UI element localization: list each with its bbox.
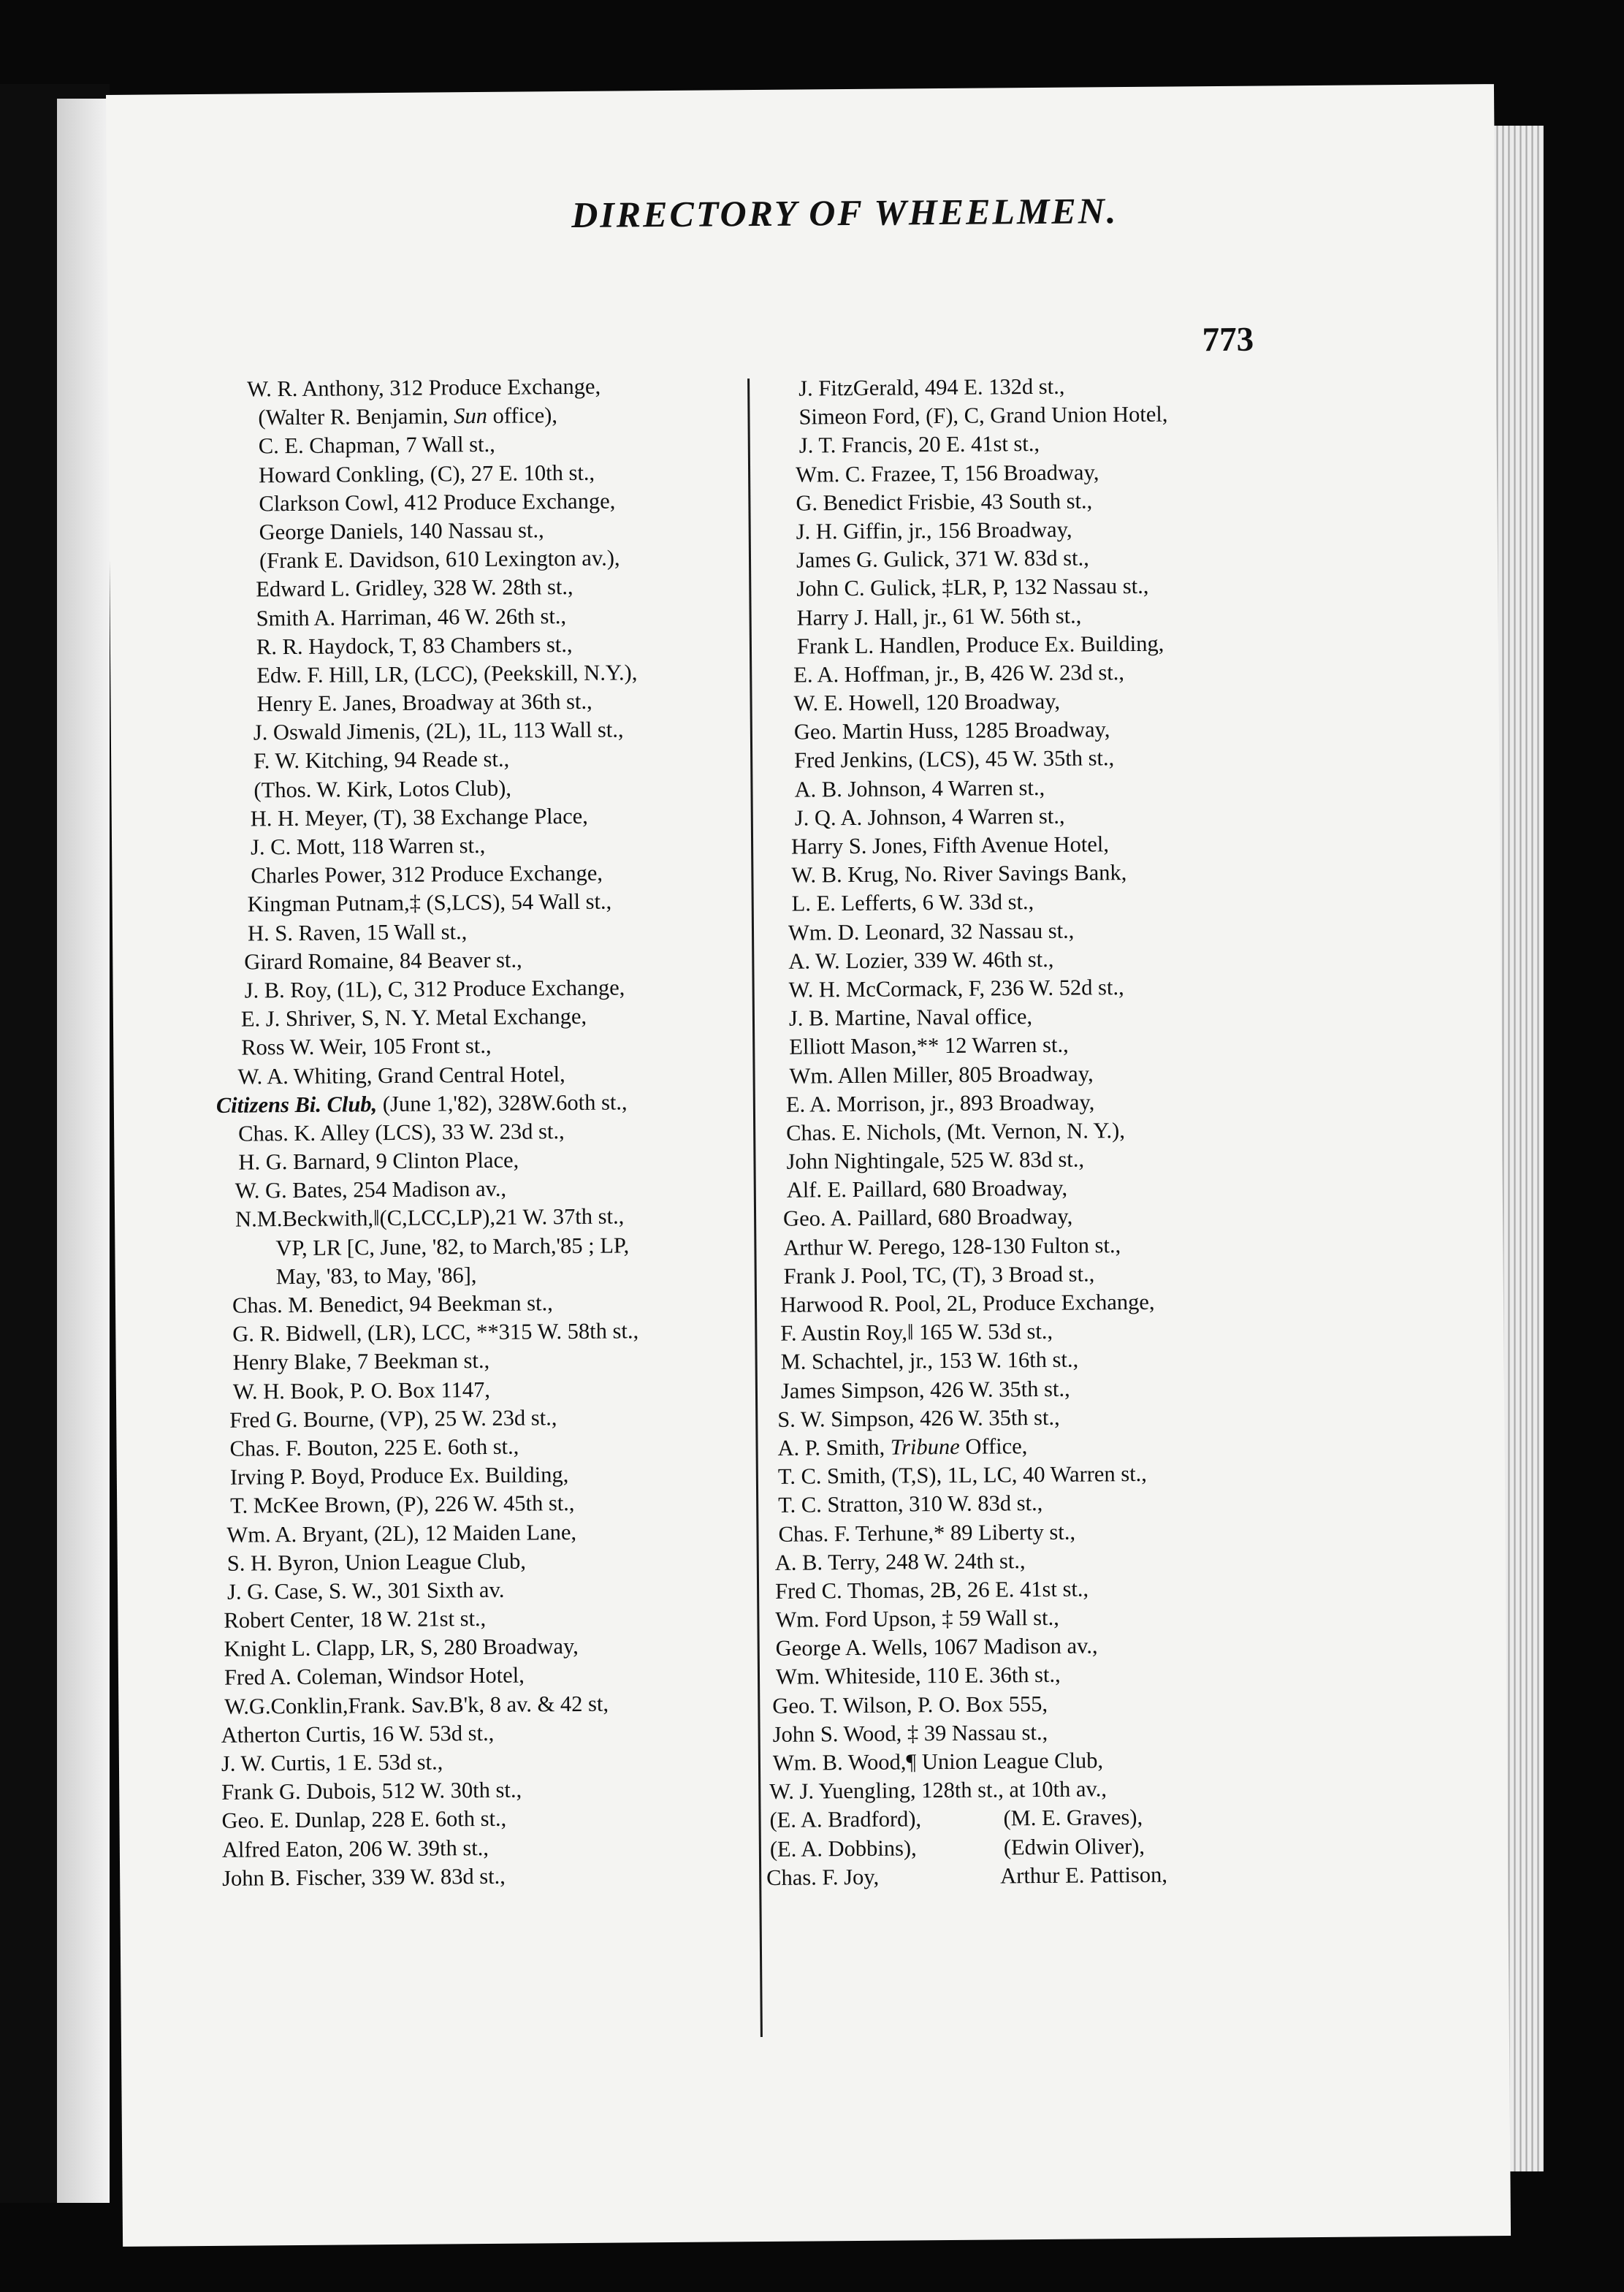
- entry-text: Edw. F. Hill, LR, (LCC), (Peekskill, N.Y.),: [256, 660, 638, 688]
- directory-entry: [199, 1660, 754, 1693]
- book-page: [106, 84, 1511, 2247]
- directory-entry: [765, 1631, 1291, 1664]
- entry-text: Wm. Allen Miller, 805 Broadway,: [789, 1060, 1094, 1089]
- directory-entry: [199, 1717, 754, 1750]
- directory-entry: [191, 686, 746, 719]
- entry-text: Fred G. Bourne, (VP), 25 W. 23d st.,: [229, 1404, 557, 1433]
- directory-entry: [188, 371, 744, 404]
- directory-entry: [766, 1774, 1292, 1807]
- directory-entry: [758, 829, 1284, 861]
- directory-entry: [761, 1201, 1287, 1234]
- entry-text: S. H. Byron, Union League Club,: [226, 1548, 527, 1576]
- directory-entry: [197, 1459, 752, 1492]
- entry-text: L. E. Lefferts, 6 W. 33d st.,: [791, 889, 1034, 917]
- entry-text: Ross W. Weir, 105 Front st.,: [241, 1033, 492, 1060]
- directory-entry: [761, 1230, 1287, 1263]
- entry-text: (E. A. Bradford),: [769, 1806, 922, 1833]
- directory-entry: [190, 543, 745, 576]
- directory-entry: [191, 744, 747, 777]
- entry-text: H. G. Barnard, 9 Clinton Place,: [238, 1147, 519, 1175]
- entry-text: J. Q. A. Johnson, 4 Warren st.,: [794, 803, 1065, 831]
- directory-entry: [755, 400, 1281, 433]
- directory-entry: [760, 1143, 1286, 1176]
- entry-text: Wm. B. Wood,¶ Union League Club,: [772, 1748, 1104, 1775]
- directory-entry: [763, 1516, 1289, 1549]
- entry-text: C. E. Chapman, 7 Wall st.,: [258, 432, 495, 459]
- entry-text: James G. Gulick, 371 W. 83d st.,: [796, 545, 1089, 573]
- entry-text: Chas. K. Alley (LCS), 33 W. 23d st.,: [238, 1118, 565, 1146]
- entry-text: Knight L. Clapp, LR, S, 280 Broadway,: [224, 1634, 579, 1662]
- directory-entry: [757, 628, 1283, 661]
- directory-entry: [758, 743, 1284, 776]
- directory-entry: [759, 943, 1285, 976]
- directory-entry: [197, 1431, 752, 1463]
- entry-text: (Frank E. Davidson, 610 Lexington av.),: [259, 545, 620, 574]
- entry-text: J. C. Mott, 118 Warren st.,: [250, 832, 486, 860]
- entry-text: Charles Power, 312 Produce Exchange,: [251, 860, 603, 888]
- directory-entry: [762, 1316, 1288, 1349]
- directory-entry: [763, 1458, 1289, 1491]
- directory-entry: [194, 1144, 750, 1177]
- previous-page-edge: [57, 99, 110, 2203]
- entry-text: (Thos. W. Kirk, Lotos Club),: [253, 775, 512, 803]
- entry-text: J. T. Francis, 20 E. 41st st.,: [798, 431, 1040, 458]
- directory-entry: [199, 1745, 755, 1778]
- entry-text: Simeon Ford, (F), C, Grand Union Hotel,: [798, 401, 1168, 430]
- entry-text: Frank J. Pool, TC, (T), 3 Broad st.,: [783, 1261, 1095, 1289]
- entry-text: Girard Romaine, 84 Beaver st.,: [244, 947, 522, 975]
- entry-text: E. A. Morrison, jr., 893 Broadway,: [785, 1089, 1095, 1117]
- directory-entry: [755, 370, 1281, 403]
- directory-entry: [196, 1259, 751, 1292]
- entry-text: John S. Wood, ‡ 39 Nassau st.,: [772, 1719, 1048, 1747]
- directory-entry: [756, 600, 1282, 633]
- directory-entry-pair: [766, 1859, 1292, 1892]
- publication-name: Sun: [454, 403, 488, 429]
- entry-text: (E. A. Dobbins),: [769, 1835, 917, 1862]
- entry-text: A. W. Lozier, 339 W. 46th st.,: [788, 946, 1054, 974]
- directory-entry: [759, 972, 1285, 1005]
- directory-entry: [755, 457, 1281, 490]
- entry-text: R. R. Haydock, T, 83 Chambers st.,: [256, 631, 573, 660]
- entry-text: H. H. Meyer, (T), 38 Exchange Place,: [250, 803, 588, 831]
- entry-text: Irving P. Boyd, Produce Ex. Building,: [229, 1462, 569, 1490]
- entry-text: N.M.Beckwith,‖(C,LCC,LP),21 W. 37th st.,: [235, 1203, 625, 1233]
- entry-text: Frank G. Dubois, 512 W. 30th st.,: [221, 1777, 522, 1805]
- entry-text: Frank L. Handlen, Produce Ex. Building,: [796, 631, 1164, 659]
- club-name: Citizens Bi. Club,: [216, 1091, 378, 1118]
- entry-text: (Edwin Oliver),: [1003, 1833, 1145, 1859]
- entry-text: J. G. Case, S. W., 301 Sixth av.: [226, 1577, 505, 1604]
- entry-text: T. C. Smith, (T,S), 1L, LC, 40 Warren st.,: [777, 1461, 1147, 1489]
- entry-text: Harry S. Jones, Fifth Avenue Hotel,: [790, 831, 1110, 859]
- directory-entry: [760, 1086, 1286, 1119]
- directory-entry: [189, 486, 744, 519]
- directory-entry: [191, 715, 747, 747]
- directory-entry: [758, 715, 1284, 747]
- publication-name: Tribune: [890, 1434, 960, 1460]
- entry-text: Fred A. Coleman, Windsor Hotel,: [224, 1663, 525, 1691]
- entry-text: (M. E. Graves),: [1003, 1805, 1143, 1831]
- directory-entry: [762, 1258, 1288, 1291]
- entry-text: G. Benedict Frisbie, 43 South st.,: [796, 488, 1093, 516]
- directory-entry: [193, 887, 748, 920]
- directory-entry: [197, 1374, 752, 1406]
- directory-entry: [199, 1802, 755, 1835]
- directory-entry: [189, 429, 744, 462]
- directory-entry: [195, 1202, 750, 1235]
- entry-text: John Nightingale, 525 W. 83d st.,: [786, 1146, 1085, 1174]
- entry-text: Fred C. Thomas, 2B, 26 E. 41st st.,: [774, 1576, 1089, 1604]
- directory-entry: [194, 1087, 750, 1120]
- directory-entry: [760, 1058, 1286, 1091]
- entry-text: John C. Gulick, ‡LR, P, 132 Nassau st.,: [796, 574, 1149, 601]
- entry-text: A. B. Johnson, 4 Warren st.,: [794, 774, 1045, 802]
- directory-entry: [762, 1287, 1288, 1320]
- directory-entry: [756, 514, 1282, 547]
- directory-entry: [196, 1287, 751, 1320]
- entry-text: Geo. A. Paillard, 680 Broadway,: [782, 1204, 1073, 1232]
- entry-text: Alfred Eaton, 206 W. 39th st.,: [221, 1835, 489, 1862]
- entry-text: John B. Fischer, 339 W. 83d st.,: [222, 1863, 506, 1891]
- directory-entry: [755, 428, 1281, 461]
- entry-text: George Daniels, 140 Nassau st.,: [259, 517, 544, 545]
- directory-entry: [757, 685, 1283, 718]
- entry-text: A. P. Smith, Tribune Office,: [777, 1434, 1028, 1461]
- directory-entry: [766, 1745, 1292, 1778]
- directory-entry: [194, 1116, 750, 1149]
- entry-text: W. J. Yuengling, 128th st., at 10th av.,: [769, 1776, 1108, 1805]
- directory-entry: [195, 1173, 750, 1206]
- entry-text: Howard Conkling, (C), 27 E. 10th st.,: [258, 460, 595, 487]
- entry-text: (June 1,'82), 328W.6oth st.,: [377, 1089, 628, 1116]
- entry-text: Geo. Martin Huss, 1285 Broadway,: [793, 717, 1110, 745]
- directory-entry: [194, 1059, 749, 1092]
- directory-entry: [756, 543, 1282, 576]
- directory-entry: [763, 1488, 1289, 1520]
- entry-text: Chas. E. Nichols, (Mt. Vernon, N. Y.),: [786, 1117, 1126, 1146]
- entry-text: Wm. C. Frazee, T, 156 Broadway,: [795, 459, 1099, 487]
- entry-text: E. J. Shriver, S, N. Y. Metal Exchange,: [240, 1003, 587, 1032]
- directory-entry: [188, 400, 744, 433]
- directory-entry: [764, 1573, 1290, 1606]
- directory-entry: [197, 1517, 752, 1550]
- directory-entry: [191, 629, 746, 662]
- entry-text: W. E. Howell, 120 Broadway,: [793, 688, 1061, 716]
- directory-entry: [758, 800, 1284, 833]
- entry-text: J. H. Giffin, jr., 156 Broadway,: [796, 517, 1072, 544]
- directory-entry: [760, 1000, 1286, 1033]
- entry-text: E. A. Hoffman, jr., B, 426 W. 23d st.,: [793, 659, 1125, 688]
- entry-text: G. R. Bidwell, (LR), LCC, **315 W. 58th st.,: [232, 1318, 639, 1347]
- entry-text: Edward L. Gridley, 328 W. 28th st.,: [256, 574, 573, 602]
- entry-text: Wm. Ford Upson, ‡ 59 Wall st.,: [775, 1604, 1059, 1632]
- directory-entry: [763, 1401, 1289, 1434]
- entry-text: Smith A. Harriman, 46 W. 26th st.,: [256, 603, 567, 631]
- directory-entry: [194, 1029, 749, 1062]
- directory-entry: [760, 1115, 1286, 1148]
- entry-text: A. B. Terry, 248 W. 24th st.,: [774, 1547, 1026, 1575]
- directory-entry: [195, 1230, 750, 1263]
- directory-entry: [198, 1545, 753, 1578]
- entry-text: Harwood R. Pool, 2L, Produce Exchange,: [779, 1289, 1155, 1317]
- entry-text: Geo. E. Dunlap, 228 E. 6oth st.,: [221, 1806, 507, 1834]
- directory-entry: [763, 1430, 1289, 1463]
- directory-entry: [192, 858, 747, 891]
- entry-text: Robert Center, 18 W. 21st st.,: [224, 1606, 487, 1633]
- directory-entry: [200, 1860, 755, 1893]
- directory-entry: [190, 514, 745, 547]
- entry-text: Fred Jenkins, (LCS), 45 W. 35th st.,: [794, 745, 1115, 774]
- entry-text: T. McKee Brown, (P), 226 W. 45th st.,: [230, 1490, 575, 1519]
- directory-entry: [192, 801, 747, 834]
- directory-entry-pair: [766, 1831, 1292, 1864]
- entry-text: VP, LR [C, June, '82, to March,'85 ; LP,: [275, 1233, 630, 1260]
- directory-entry: [199, 1774, 755, 1807]
- directory-entry: [197, 1488, 752, 1520]
- directory-entry: [765, 1659, 1291, 1692]
- entry-text: Wm. A. Bryant, (2L), 12 Maiden Lane,: [226, 1519, 577, 1547]
- directory-entry: [198, 1602, 753, 1635]
- directory-entry: [196, 1316, 751, 1349]
- directory-entry: [764, 1545, 1290, 1577]
- entry-text: Chas. F. Joy,: [766, 1864, 880, 1890]
- entry-text: S. W. Simpson, 426 W. 35th st.,: [777, 1404, 1060, 1432]
- directory-entry: [189, 457, 744, 490]
- directory-entry: [756, 571, 1282, 604]
- directory-entry: [766, 1716, 1292, 1749]
- directory-entry: [197, 1402, 752, 1435]
- entry-text: W. B. Krug, No. River Savings Bank,: [791, 860, 1127, 888]
- entry-text: Chas. M. Benedict, 94 Beekman st.,: [232, 1290, 553, 1318]
- directory-entry: [763, 1344, 1289, 1377]
- directory-entry: [758, 858, 1284, 891]
- entry-text: F. Austin Roy,‖ 165 W. 53d st.,: [780, 1319, 1053, 1346]
- directory-entry: [191, 658, 746, 690]
- directory-entry: [757, 657, 1283, 690]
- entry-text: W. H. McCormack, F, 236 W. 52d st.,: [788, 975, 1124, 1002]
- entry-text: George A. Wells, 1067 Madison av.,: [775, 1633, 1098, 1661]
- directory-entry: [193, 915, 748, 948]
- directory-entry: [764, 1602, 1290, 1634]
- entry-text: Clarkson Cowl, 412 Produce Exchange,: [259, 488, 616, 517]
- entry-text: J. Oswald Jimenis, (2L), 1L, 113 Wall st.,: [253, 717, 624, 745]
- entry-text: Alf. E. Paillard, 680 Broadway,: [786, 1175, 1068, 1203]
- entry-text: T. C. Stratton, 310 W. 83d st.,: [778, 1490, 1043, 1518]
- directory-entry: [759, 915, 1285, 948]
- entry-text: Elliott Mason,** 12 Warren st.,: [789, 1032, 1069, 1060]
- directory-entry-pair: [766, 1802, 1292, 1835]
- directory-entry: [755, 485, 1281, 518]
- entry-text: J. FitzGerald, 494 E. 132d st.,: [798, 373, 1065, 401]
- directory-entry: [758, 772, 1284, 804]
- entry-text: J. B. Martine, Naval office,: [788, 1004, 1033, 1031]
- entry-text: Arthur W. Perego, 128-130 Fulton st.,: [783, 1232, 1121, 1260]
- entry-text: Henry Blake, 7 Beekman st.,: [232, 1348, 490, 1376]
- entry-text: Arthur E. Pattison,: [1000, 1862, 1168, 1889]
- directory-entry: [199, 1688, 754, 1721]
- entry-text: (Walter R. Benjamin, Sun office),: [258, 403, 558, 430]
- entry-text: Kingman Putnam,‡ (S,LCS), 54 Wall st.,: [247, 888, 612, 917]
- entry-text: Wm. Whiteside, 110 E. 36th st.,: [775, 1662, 1061, 1690]
- right-column: [755, 370, 1292, 1892]
- entry-text: W. G. Bates, 254 Madison av.,: [235, 1176, 507, 1203]
- page-number: 773: [1202, 320, 1254, 359]
- entry-text: May, '83, to May, '86],: [275, 1262, 477, 1290]
- directory-entry: [198, 1574, 753, 1607]
- entry-text: Atherton Curtis, 16 W. 53d st.,: [221, 1720, 495, 1748]
- directory-entry: [190, 571, 745, 604]
- entry-text: Geo. T. Wilson, P. O. Box 555,: [772, 1691, 1048, 1718]
- entry-text: Wm. D. Leonard, 32 Nassau st.,: [788, 918, 1075, 945]
- entry-text: H. S. Raven, 15 Wall st.,: [247, 918, 468, 946]
- directory-entry: [761, 1173, 1287, 1206]
- entry-text: M. Schachtel, jr., 153 W. 16th st.,: [780, 1347, 1079, 1375]
- entry-text: Henry E. Janes, Broadway at 36th st.,: [256, 688, 592, 717]
- entry-text: Chas. F. Terhune,* 89 Liberty st.,: [778, 1519, 1076, 1547]
- directory-entry: [191, 772, 747, 805]
- entry-text: W.G.Conklin,Frank. Sav.B'k, 8 av. & 42 st,: [224, 1691, 609, 1719]
- entry-text: Harry J. Hall, jr., 61 W. 56th st.,: [796, 603, 1082, 631]
- directory-entry: [765, 1688, 1291, 1721]
- page-title: DIRECTORY OF WHEELMEN.: [571, 190, 1118, 235]
- directory-entry: [193, 972, 748, 1005]
- entry-text: J. W. Curtis, 1 E. 53d st.,: [221, 1749, 443, 1776]
- entry-text: J. B. Roy, (1L), C, 312 Produce Exchange,: [244, 975, 625, 1003]
- directory-entry: [192, 829, 747, 862]
- directory-entry: [200, 1832, 755, 1865]
- directory-entry: [193, 944, 748, 977]
- entry-text: W. H. Book, P. O. Box 1147,: [232, 1377, 491, 1404]
- directory-entry: [196, 1344, 751, 1377]
- directory-entry: [194, 1001, 749, 1034]
- entry-text: Chas. F. Bouton, 225 E. 6oth st.,: [229, 1434, 519, 1461]
- directory-entry: [190, 601, 745, 633]
- directory-entry: [199, 1631, 754, 1664]
- entry-text: James Simpson, 426 W. 35th st.,: [780, 1376, 1070, 1404]
- directory-entry: [760, 1029, 1286, 1062]
- entry-text: W. A. Whiting, Grand Central Hotel,: [237, 1061, 565, 1089]
- entry-text: F. W. Kitching, 94 Reade st.,: [253, 747, 510, 774]
- directory-entry: [763, 1373, 1289, 1406]
- directory-entry: [759, 886, 1285, 919]
- left-column: [188, 371, 755, 1893]
- entry-text: W. R. Anthony, 312 Produce Exchange,: [247, 373, 601, 402]
